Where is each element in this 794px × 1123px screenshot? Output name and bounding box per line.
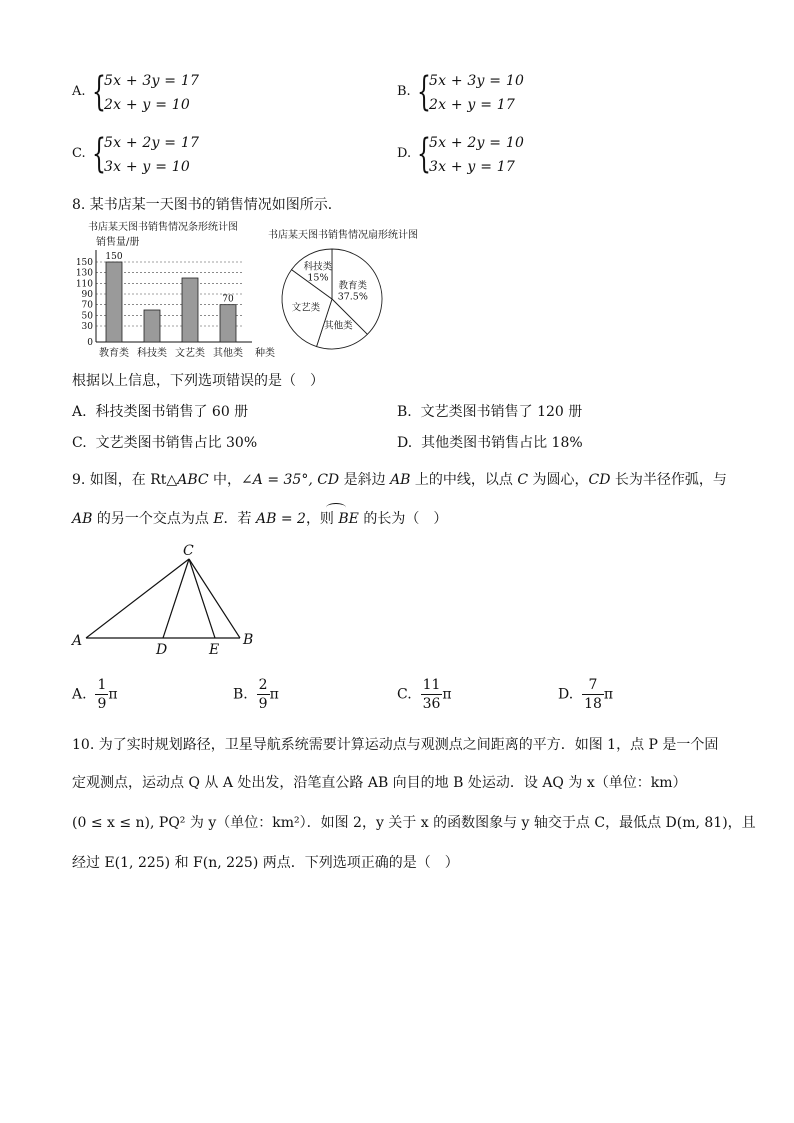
arc-mark-icon bbox=[326, 503, 346, 512]
segment-cd: CD bbox=[588, 472, 611, 488]
x-tick-label: 科技类 bbox=[137, 348, 167, 359]
segment-ce-line bbox=[189, 559, 215, 638]
q9-text: 长为半径作弧，与 bbox=[610, 472, 727, 488]
option-label: D. bbox=[397, 435, 413, 451]
arc-be: BE bbox=[338, 511, 359, 527]
q9-line-2 bbox=[72, 508, 447, 528]
ab-length: AB = 2 bbox=[256, 511, 306, 527]
point-c: C bbox=[517, 472, 529, 488]
side-ac bbox=[86, 559, 189, 638]
q9-text: ．若 bbox=[223, 511, 256, 527]
y-tick-label: 50 bbox=[81, 311, 93, 322]
q10-line-2: 定观测点，运动点 Q 从 A 处出发，沿笔直公路 AB 向目的地 B 处运动．设 AQ 为 x（单位：km） bbox=[72, 775, 687, 791]
denominator: 9 bbox=[258, 696, 268, 712]
q8-stem: 8. 某书店某一天图书的销售情况如图所示． bbox=[72, 197, 342, 213]
q9-text: 是斜边 bbox=[339, 472, 391, 488]
triangle-figure bbox=[68, 540, 268, 660]
option-label: C. bbox=[72, 435, 87, 451]
q7-option-c[interactable] bbox=[72, 132, 372, 180]
q8-option-c[interactable] bbox=[72, 432, 257, 452]
equation-2: 2x + y = 10 bbox=[104, 97, 190, 113]
q9-option-b[interactable] bbox=[233, 676, 279, 713]
option-label: C. bbox=[397, 686, 412, 703]
denominator: 9 bbox=[97, 696, 107, 712]
bar-chart-title: 书店某天图书销售情况条形统计图 bbox=[88, 222, 238, 233]
pie-chart bbox=[262, 222, 442, 358]
q10-line-1: 10. 为了实时规划路径，卫星导航系统需要计算运动点与观测点之间距离的平方．如图 1，点 P 是一个固 bbox=[72, 737, 719, 753]
pie-slice-name: 教育类 bbox=[338, 280, 368, 292]
option-label: A. bbox=[72, 686, 87, 703]
bar-教育类 bbox=[106, 262, 122, 342]
q7-option-a[interactable] bbox=[72, 70, 372, 118]
segment-cd-line bbox=[163, 559, 189, 638]
label-e: E bbox=[209, 642, 220, 658]
equation-1: 5x + 3y = 10 bbox=[429, 73, 525, 89]
q9-text: 9. 如图，在 Rt△ bbox=[72, 472, 178, 488]
q8-question: 根据以上信息，下列选项错误的是（ ） bbox=[72, 373, 324, 389]
q8-option-a[interactable] bbox=[72, 401, 248, 421]
x-axis-label: 种类 bbox=[255, 348, 275, 359]
q8-option-b[interactable] bbox=[397, 401, 582, 421]
y-tick-label: 110 bbox=[75, 279, 93, 290]
q9-option-d[interactable] bbox=[558, 676, 613, 713]
q9-text: 上的中线，以点 bbox=[410, 472, 518, 488]
x-tick-label: 文艺类 bbox=[175, 348, 205, 359]
fraction bbox=[582, 676, 604, 713]
q9-text: ，则 bbox=[305, 511, 339, 527]
pi-symbol: π bbox=[603, 686, 614, 703]
fraction bbox=[257, 676, 270, 713]
q10-line-3: (0 ≤ x ≤ n), PQ² 为 y（单位：km²）．如图 2，y 关于 x 的函数图象与 y 轴交于点 C，最低点 D(m, 81)，且 bbox=[72, 815, 756, 831]
denominator: 18 bbox=[584, 696, 602, 712]
triangle-name: ABC bbox=[177, 472, 209, 488]
option-text: 文艺类图书销售了 120 册 bbox=[420, 404, 583, 420]
q9-text: 的长为（ ） bbox=[358, 511, 448, 527]
option-label: D. bbox=[397, 146, 412, 161]
label-d: D bbox=[156, 642, 168, 658]
pie-slice-name: 其他类 bbox=[324, 320, 353, 332]
segment-ab: AB bbox=[72, 511, 93, 527]
q7-option-b[interactable] bbox=[397, 70, 697, 118]
bar-data-label: 150 bbox=[105, 252, 123, 262]
q7-option-d[interactable] bbox=[397, 132, 697, 180]
q9-line-1 bbox=[72, 469, 727, 489]
pie-slice-percent: 15% bbox=[307, 272, 329, 284]
bar-chart bbox=[72, 214, 282, 364]
side-bc bbox=[189, 559, 240, 638]
numerator: 7 bbox=[582, 676, 604, 695]
q8-option-d[interactable] bbox=[397, 432, 583, 452]
angle-expression: ∠A = 35°, CD bbox=[241, 472, 340, 488]
pie-slice-name: 文艺类 bbox=[291, 302, 321, 314]
brace-icon: { bbox=[417, 131, 431, 177]
denominator: 36 bbox=[422, 696, 441, 712]
y-tick-label: 130 bbox=[75, 268, 93, 279]
bar-chart-ylabel: 销售量/册 bbox=[96, 237, 140, 248]
equation-1: 5x + 2y = 17 bbox=[104, 135, 200, 151]
q10-line-4: 经过 E(1, 225) 和 F(n, 225) 两点．下列选项正确的是（ ） bbox=[72, 855, 459, 871]
option-label: B. bbox=[397, 404, 412, 420]
x-tick-label: 其他类 bbox=[213, 348, 243, 359]
bar-科技类 bbox=[144, 310, 160, 342]
pie-chart-title: 书店某天图书销售情况扇形统计图 bbox=[268, 230, 418, 241]
bar-文艺类 bbox=[182, 278, 198, 342]
label-a: A bbox=[72, 633, 83, 649]
pie-slice-percent: 37.5% bbox=[337, 291, 368, 303]
q9-text: 的另一个交点为点 bbox=[92, 511, 214, 527]
option-text: 其他类图书销售占比 18% bbox=[421, 435, 583, 451]
numerator: 1 bbox=[97, 677, 107, 693]
option-text: 文艺类图书销售占比 30% bbox=[95, 435, 258, 451]
option-label: C. bbox=[72, 146, 86, 161]
q9-text: 中， bbox=[208, 472, 242, 488]
bar-其他类 bbox=[220, 305, 236, 342]
option-label: A. bbox=[72, 404, 87, 420]
bar-data-label: 70 bbox=[222, 294, 234, 305]
option-label: D. bbox=[558, 686, 574, 703]
brace-icon: { bbox=[417, 69, 431, 115]
q9-option-a[interactable] bbox=[72, 676, 118, 713]
x-tick-label: 教育类 bbox=[99, 348, 129, 359]
brace-icon: { bbox=[92, 69, 106, 115]
brace-icon: { bbox=[92, 131, 106, 177]
equation-2: 2x + y = 17 bbox=[429, 97, 515, 113]
option-label: B. bbox=[397, 84, 411, 99]
q9-option-c[interactable] bbox=[397, 676, 452, 713]
q9-text: 为圆心， bbox=[528, 472, 589, 488]
pi-symbol: π bbox=[108, 686, 118, 703]
fraction bbox=[421, 676, 443, 713]
option-text: 科技类图书销售了 60 册 bbox=[95, 404, 249, 420]
label-c: C bbox=[183, 543, 194, 559]
equation-2: 3x + y = 10 bbox=[104, 159, 190, 175]
pi-symbol: π bbox=[442, 686, 452, 703]
option-label: B. bbox=[233, 686, 248, 703]
numerator: 11 bbox=[422, 677, 441, 693]
label-b: B bbox=[243, 632, 254, 648]
equation-2: 3x + y = 17 bbox=[429, 159, 515, 175]
y-tick-label: 90 bbox=[81, 290, 93, 300]
option-label: A. bbox=[72, 84, 86, 99]
equation-1: 5x + 3y = 17 bbox=[104, 73, 200, 89]
y-tick-label: 70 bbox=[81, 300, 93, 311]
fraction bbox=[95, 676, 108, 713]
equation-1: 5x + 2y = 10 bbox=[429, 135, 525, 151]
y-tick-label: 150 bbox=[75, 258, 93, 268]
segment-ab: AB bbox=[390, 472, 411, 488]
pie-slice-name: 科技类 bbox=[303, 261, 333, 273]
y-tick-label: 30 bbox=[81, 322, 93, 332]
numerator: 2 bbox=[258, 677, 268, 693]
y-tick-label: 0 bbox=[87, 338, 93, 348]
pi-symbol: π bbox=[269, 686, 279, 703]
point-e: E bbox=[213, 511, 224, 527]
